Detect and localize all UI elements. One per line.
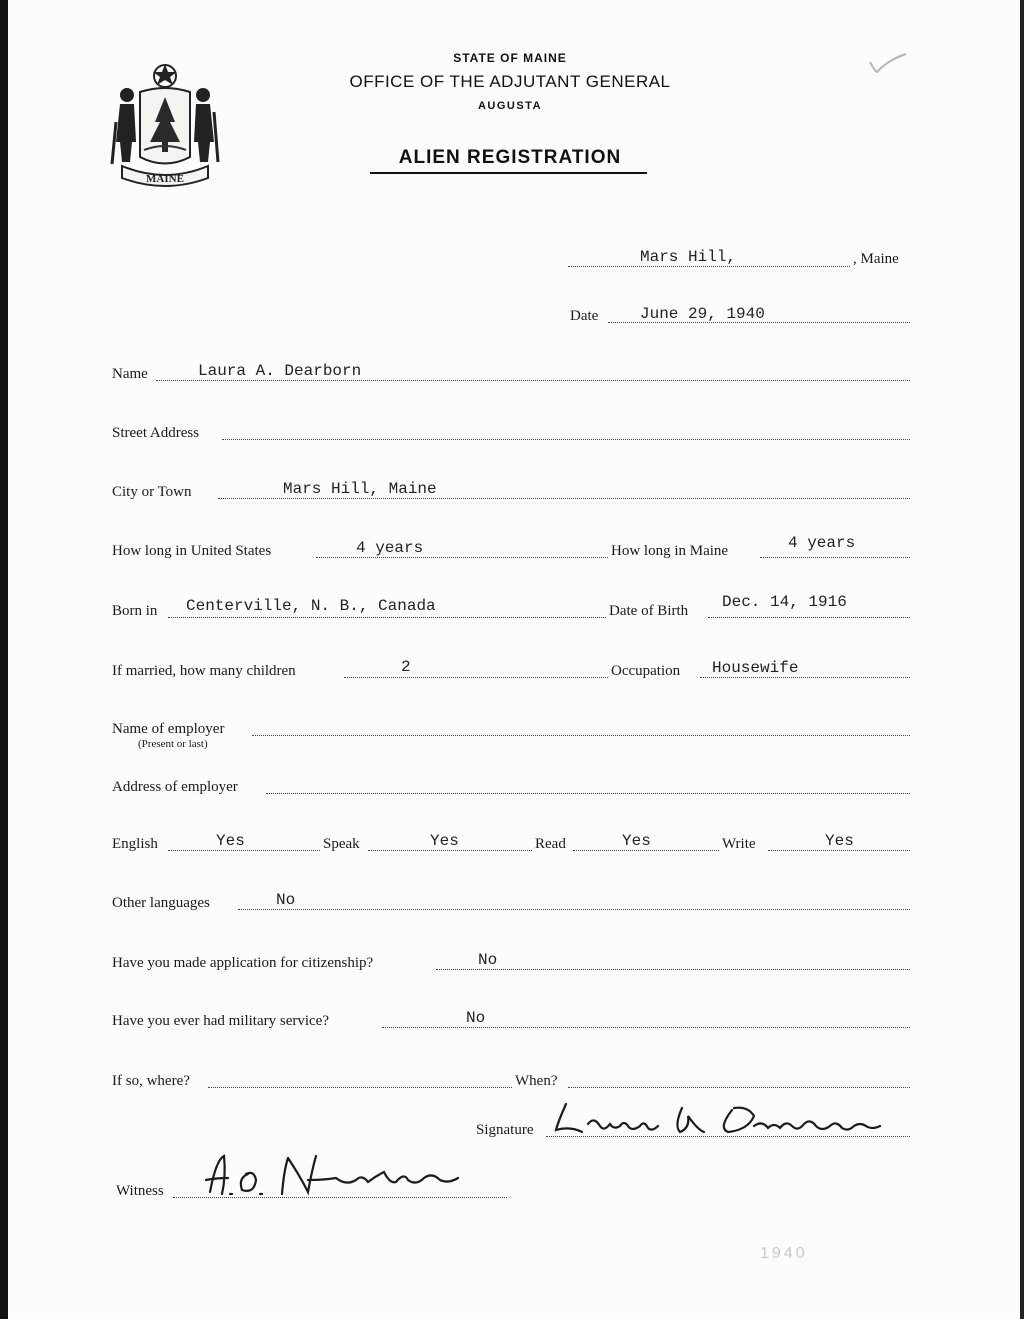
speak-label: Speak	[323, 836, 360, 852]
us-time-line	[316, 557, 608, 558]
name-value: Laura A. Dearborn	[198, 362, 362, 380]
citizenship-line	[436, 969, 910, 970]
write-label: Write	[722, 836, 756, 852]
header-state: STATE OF MAINE	[453, 51, 567, 65]
place-suffix: , Maine	[853, 251, 899, 267]
dob-value: Dec. 14, 1916	[722, 593, 847, 611]
speak-line	[368, 850, 532, 851]
street-line	[222, 439, 910, 440]
born-label: Born in	[112, 603, 158, 619]
signature-label: Signature	[476, 1122, 534, 1138]
city-label: City or Town	[112, 484, 192, 500]
us-time-label: How long in United States	[112, 543, 272, 559]
occupation-value: Housewife	[712, 659, 799, 677]
date-value: June 29, 1940	[640, 305, 765, 323]
name-line	[156, 380, 910, 381]
place-value: Mars Hill,	[640, 248, 737, 266]
witness-label: Witness	[116, 1183, 164, 1199]
occupation-line	[700, 677, 910, 678]
date-label: Date	[570, 308, 599, 324]
write-line	[768, 850, 910, 851]
signature-handwriting-icon	[548, 1096, 888, 1142]
seal-text: MAINE	[146, 173, 184, 185]
us-time-value: 4 years	[356, 539, 424, 557]
place-line	[568, 266, 850, 267]
born-line	[168, 617, 606, 618]
citizenship-label: Have you made application for citizenship?	[112, 955, 374, 971]
born-value: Centerville, N. B., Canada	[186, 597, 436, 615]
name-label: Name	[112, 366, 148, 382]
city-value: Mars Hill, Maine	[283, 480, 437, 498]
read-value: Yes	[622, 832, 651, 850]
check-mark-icon	[868, 52, 908, 74]
citizenship-value: No	[478, 951, 498, 969]
header-city: AUGUSTA	[477, 100, 543, 112]
english-label: English	[112, 836, 158, 852]
employer-sublabel: (Present or last)	[138, 738, 208, 750]
dob-label: Date of Birth	[609, 603, 689, 619]
maine-time-value: 4 years	[788, 534, 856, 552]
other-languages-line	[238, 909, 910, 910]
read-line	[573, 850, 719, 851]
children-label: If married, how many children	[112, 663, 296, 679]
title-underline	[370, 172, 647, 174]
city-line	[218, 498, 910, 499]
corner-stamp: 1940	[760, 1245, 808, 1262]
write-value: Yes	[825, 832, 854, 850]
state-seal-icon	[110, 62, 220, 190]
children-line	[344, 677, 608, 678]
read-label: Read	[535, 836, 566, 852]
english-value: Yes	[216, 832, 245, 850]
occupation-label: Occupation	[611, 663, 681, 679]
employer-address-label: Address of employer	[112, 779, 238, 795]
employer-address-line	[266, 793, 910, 794]
employer-label: Name of employer	[112, 721, 225, 737]
english-line	[168, 850, 320, 851]
witness-handwriting-icon	[196, 1150, 486, 1200]
children-value: 2	[401, 658, 411, 676]
other-languages-value: No	[276, 891, 296, 909]
scan-border-right	[1020, 0, 1024, 1319]
speak-value: Yes	[430, 832, 459, 850]
street-label: Street Address	[112, 425, 200, 441]
military-label: Have you ever had military service?	[112, 1013, 329, 1029]
maine-time-line	[760, 557, 910, 558]
other-languages-label: Other languages	[112, 895, 210, 911]
form-title: ALIEN REGISTRATION	[398, 147, 622, 168]
where-line	[208, 1087, 512, 1088]
maine-time-label: How long in Maine	[611, 543, 729, 559]
employer-line	[252, 735, 910, 736]
where-label: If so, where?	[112, 1073, 190, 1089]
military-line	[382, 1027, 910, 1028]
header-office: OFFICE OF THE ADJUTANT GENERAL	[349, 72, 671, 91]
when-label: When?	[515, 1073, 558, 1089]
scan-border-left	[0, 0, 8, 1319]
dob-line	[708, 617, 910, 618]
when-line	[568, 1087, 910, 1088]
military-value: No	[466, 1009, 486, 1027]
